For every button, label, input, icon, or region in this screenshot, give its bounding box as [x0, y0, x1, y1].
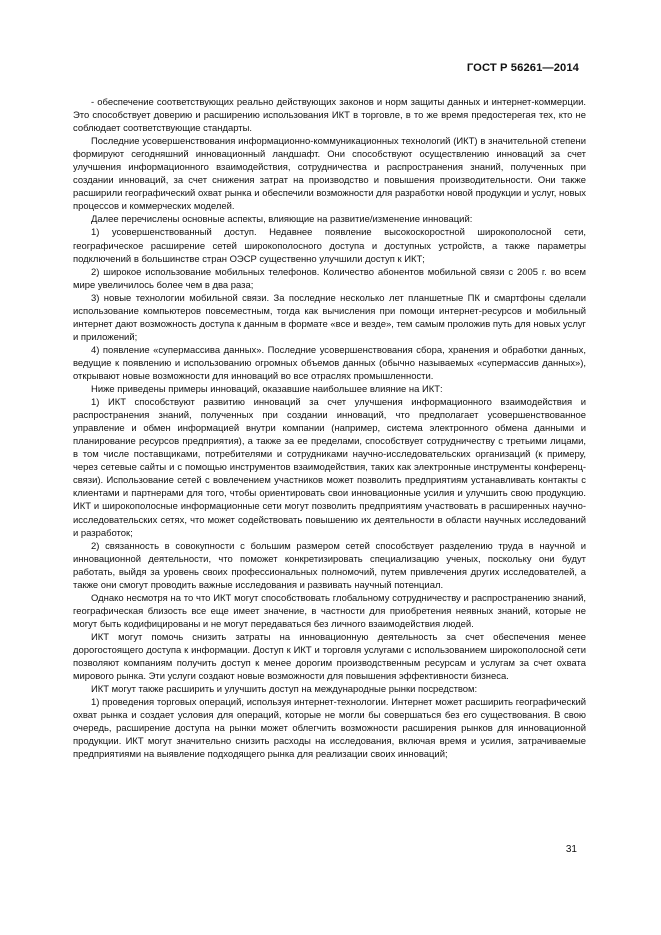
paragraph: 4) появление «супермассива данных». Последние усовершенствования сбора, хранения и обработки данных, ведущие к появлению и использованию огромных объемов данных (обычно называемых «супермассив данных»), открывают новые возможности для инноваций во все отраслях промышленности. — [73, 344, 586, 382]
paragraph: Последние усовершенствования информационно-коммуникационных технологий (ИКТ) в значительной степени формируют сегодняшний инновационный ландшафт. Они способствуют осуществлению инноваций за счет улучшения информационного взаимодействия, сотрудничества и распространения знаний, полученных при создании инноваций, за счет снижения затрат на производство и повышения производительности. Они также расширили географический охват рынка и обеспечили возможности для разработки новой продукции и услуг, новых процессов и коммерческих моделей. — [73, 136, 586, 213]
paragraph: 1) ИКТ способствуют развитию инноваций за счет улучшения информационного взаимодействия и распространения знаний, полученных при создании инноваций, что предполагает усовершенствованное управление и обмен информацией внутри компании (например, система электронного обмена данными и планирование ресурсов предприятия), а также за ее пределами, способствует сотрудничеству с третьими лицами, в том числе поставщиками, потребителями и сотрудниками научно-исследовательских организаций (к примеру, через сетевые сайты и с помощью инструментов взаимодействия, таких как электронные инструменты конференц-связи). Использование сетей с вовлечением участников может позволить предприятиям устанавливать контакты с клиентами и партнерами для того, чтобы ориентировать свои инновационные усилия и улучшить свою продукцию. ИКТ и широкополосные информационные сети могут позволить предприятиям участвовать в расширенных научно-исследовательских сетях, что может содействовать повышению их деятельности в области научных исследований и разработок; — [73, 397, 586, 539]
page-number: 31 — [565, 844, 577, 855]
paragraph: 1) усовершенствованный доступ. Недавнее появление высокоскоростной широкополосной сети, географическое расширение сетей широкополосного доступа и доступных устройств, а также параметры подключений в большинстве стран ОЭСР существенно улучшили доступ к ИКТ; — [73, 227, 586, 265]
document-body — [73, 96, 586, 761]
paragraph: Однако несмотря на то что ИКТ могут способствовать глобальному сотрудничеству и распространению знаний, географическая близость все еще имеет значение, в частности для приобретения неявных знаний, которые не могут быть кодифицированы и не могут передаваться без личного взаимодействия людей. — [73, 592, 586, 630]
paragraph: 2) связанность в совокупности с большим размером сетей способствует разделению труда в научной и инновационной деятельности, что поможет конкретизировать специализацию ученых, поскольку они будут работать, выйдя за уровень своих профессиональных полномочий, путем привлечения других исследователей, а также они смогут проводить важные исследования и развивать научный потенциал. — [73, 540, 586, 591]
paragraph: - обеспечение соответствующих реально действующих законов и норм защиты данных и интернет-коммерции. Это способствует доверию и расширению использования ИКТ в торговле, в то же время предостерегая тех, кто не соблюдает соответствующие стандарты. — [73, 97, 586, 135]
paragraph: 3) новые технологии мобильной связи. За последние несколько лет планшетные ПК и смартфоны сделали использование компьютеров повсеместным, тогда как вычисления при помощи интернет-ресурсов и мобильный интернет дают возможность доступа к данным в формате «все и везде», тем самым проложив путь для новых услуг и приложений; — [73, 292, 586, 343]
paragraph: 1) проведения торговых операций, используя интернет-технологии. Интернет может расширить географический охват рынка и создает условия для операций, которые не могли бы совершаться без его существования. В свою очередь, расширение доступа на рынки может облегчить возможности расширения рынков для инновационной продукции. ИКТ могут значительно снизить расходы на исследования, включая время и усилия, затрачиваемые предприятиями на выявление подходящего рынка для реализации своих инноваций; — [73, 697, 586, 761]
paragraph: ИКТ могут также расширить и улучшить доступ на международные рынки посредством: — [91, 684, 478, 696]
paragraph: ИКТ могут помочь снизить затраты на инновационную деятельность за счет обеспечения менее дорогостоящего доступа к информации. Доступ к ИКТ и торговля услугами с использованием широкополосной сети позволяют компаниям получить доступ к менее дорогим производственным ресурсам и услугам за счет охвата мирового рынка. Эти услуги создают новые возможности для повышения эффективности бизнеса. — [73, 631, 586, 683]
paragraph: Далее перечислены основные аспекты, влияющие на развитие/изменение инноваций: — [91, 214, 473, 226]
paragraph: Ниже приведены примеры инноваций, оказавшие наибольшее влияние на ИКТ: — [91, 384, 443, 396]
standard-code: ГОСТ Р 56261—2014 — [466, 62, 579, 74]
paragraph: 2) широкое использование мобильных телефонов. Количество абонентов мобильной связи с 2005 г. во всем мире увеличилось более чем в два раза; — [73, 266, 586, 291]
